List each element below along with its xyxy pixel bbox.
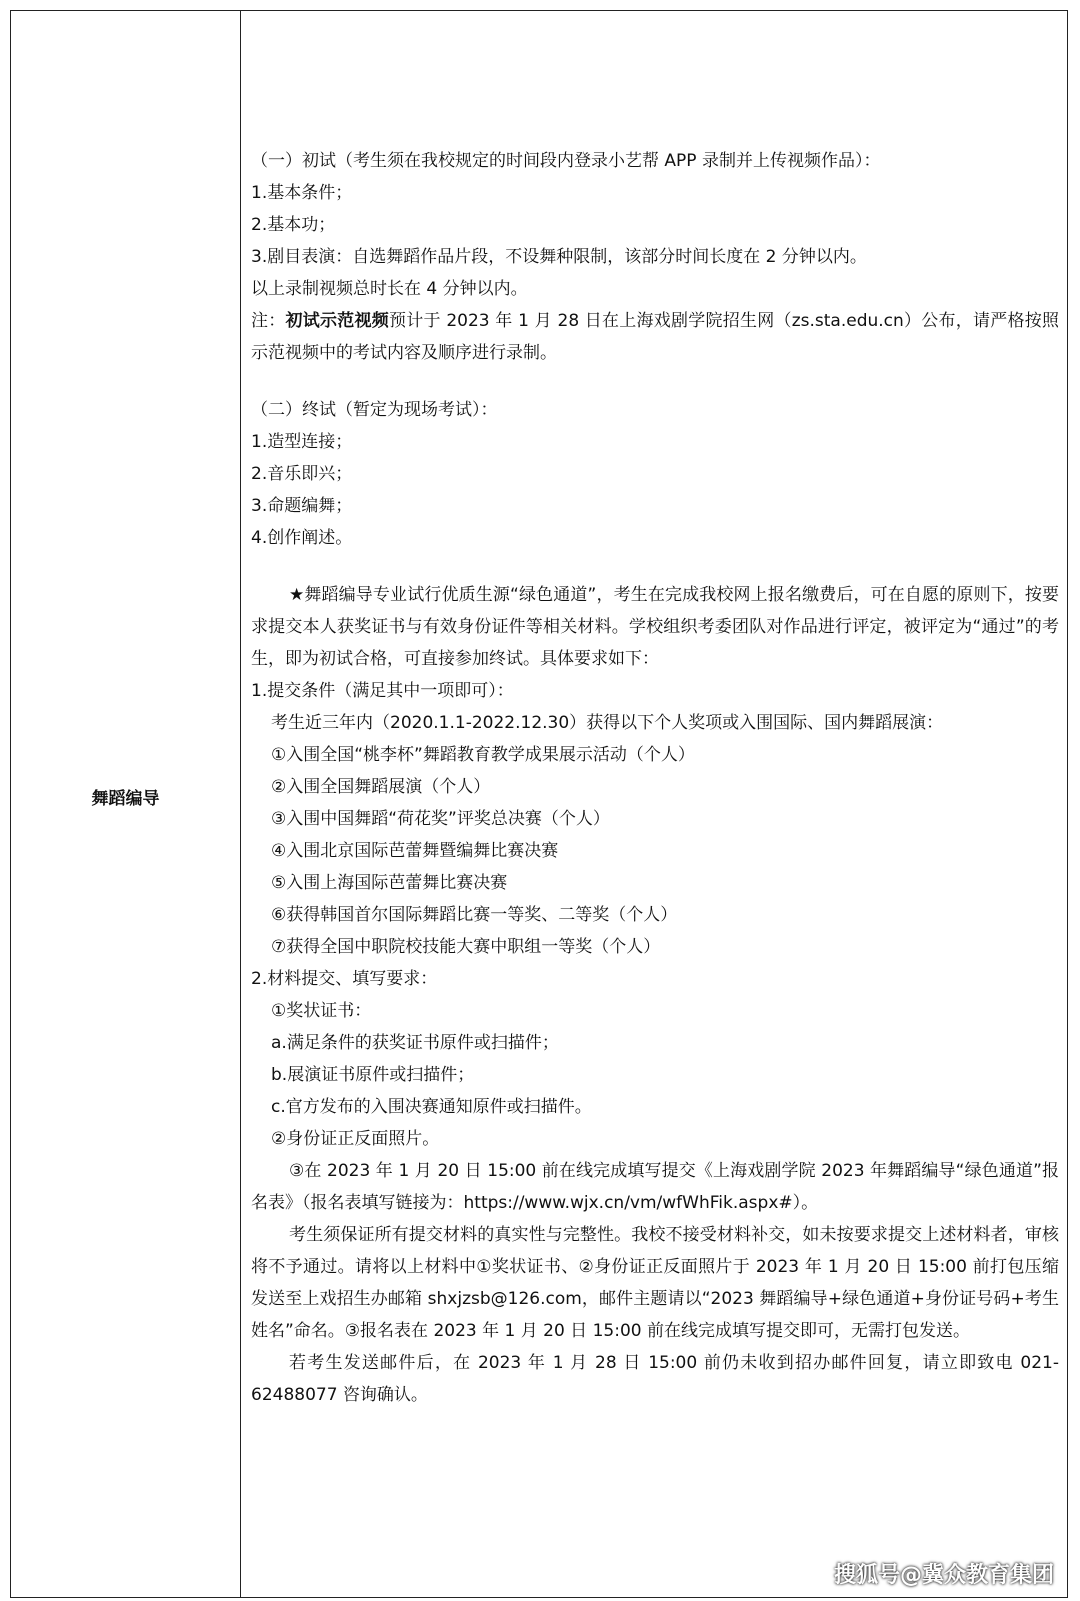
material-item: c.官方发布的入围决赛通知原件或扫描件。 [271,1097,592,1117]
award-item: ②入围全国舞蹈展演（个人） [271,777,491,797]
preliminary-item: 3.剧目表演：自选舞蹈作品片段，不设舞种限制，该部分时间长度在 2 分钟以内。 [251,247,867,267]
condition-title: 1.提交条件（满足其中一项即可）： [251,681,514,701]
award-item: ③入围中国舞蹈“荷花奖”评奖总决赛（个人） [271,809,610,829]
requirements-content [251,145,1059,1411]
category-cell [11,11,240,1597]
preliminary-note [251,305,1059,369]
preliminary-item: 1.基本条件； [251,183,353,203]
note-bold: 初试示范视频 [285,311,389,331]
final-item: 3.命题编舞； [251,496,353,516]
requirements-cell [241,11,1067,1597]
material-item: b.展演证书原件或扫描件； [271,1065,475,1085]
category-label: 舞蹈编导 [91,789,160,809]
award-item: ⑥获得韩国首尔国际舞蹈比赛一等奖、二等奖（个人） [271,905,678,925]
award-item: ①入围全国“桃李杯”舞蹈教育教学成果展示活动（个人） [271,745,695,765]
note-prefix: 注： [251,311,286,331]
note-rest: 预计于 2023 年 1 月 28 日在上海戏剧学院招生网（zs.sta.edu.cn）公布，请严格按照示范视频中的考试内容及顺序进行录制。 [251,311,1060,363]
form-item: ③在 2023 年 1 月 20 日 15:00 前在线完成填写提交《上海戏剧学院 2023 年舞蹈编导“绿色通道”报名表》（报名表填写链接为：https://www.wjx.cn/vm/wfWhFik.aspx#）。 [251,1161,1059,1213]
contact-paragraph: 若考生发送邮件后，在 2023 年 1 月 28 日 15:00 前仍未收到招办邮件回复，请立即致电 021-62488077 咨询确认。 [251,1353,1059,1405]
preliminary-item: 2.基本功； [251,215,336,235]
final-item: 2.音乐即兴； [251,464,353,484]
green-channel-intro: ★舞蹈编导专业试行优质生源“绿色通道”，考生在完成我校网上报名缴费后，可在自愿的原则下，按要求提交本人获奖证书与有效身份证件等相关材料。学校组织考委团队对作品进行评定，被评定为“通过”的考生，即为初试合格，可直接参加终试。具体要求如下： [251,585,1059,669]
final-item: 1.造型连接； [251,432,353,452]
award-item: ⑤入围上海国际芭蕾舞比赛决赛 [271,873,508,893]
material-item: a.满足条件的获奖证书原件或扫描件； [271,1033,559,1053]
award-item: ⑦获得全国中职院校技能大赛中职组一等奖（个人） [271,937,661,957]
award-item: ④入围北京国际芭蕾舞暨编舞比赛决赛 [271,841,559,861]
final-item: 4.创作阐述。 [251,528,353,548]
guarantee-paragraph: 考生须保证所有提交材料的真实性与完整性。我校不接受材料补交，如未按要求提交上述材料者，审核将不予通过。请将以上材料中①奖状证书、②身份证正反面照片于 2023 年 1 月 20 日 15:00 前打包压缩发送至上戏招生办邮箱 shxjzsb@126.com，邮件主题请以“2023 舞蹈编导+绿色通道+身份证号码+考生姓名”命名。③报名表在 2023 年 1 月 20 日 15:00 前在线完成填写提交即可，无需打包发送。 [251,1225,1059,1341]
condition-desc: 考生近三年内（2020.1.1-2022.12.30）获得以下个人奖项或入围国际、国内舞蹈展演： [271,713,944,733]
materials-title: 2.材料提交、填写要求： [251,969,438,989]
material-item: ①奖状证书： [271,1001,372,1021]
preliminary-total: 以上录制视频总时长在 4 分钟以内。 [251,279,528,299]
watermark: 搜狐号@冀众教育集团 [833,1563,1054,1588]
preliminary-heading: （一）初试（考生须在我校规定的时间段内登录小艺帮 APP 录制并上传视频作品）： [251,151,881,171]
material-item: ②身份证正反面照片。 [271,1129,440,1149]
final-heading: （二）终试（暂定为现场考试）： [251,400,498,420]
admission-table [10,10,1068,1598]
